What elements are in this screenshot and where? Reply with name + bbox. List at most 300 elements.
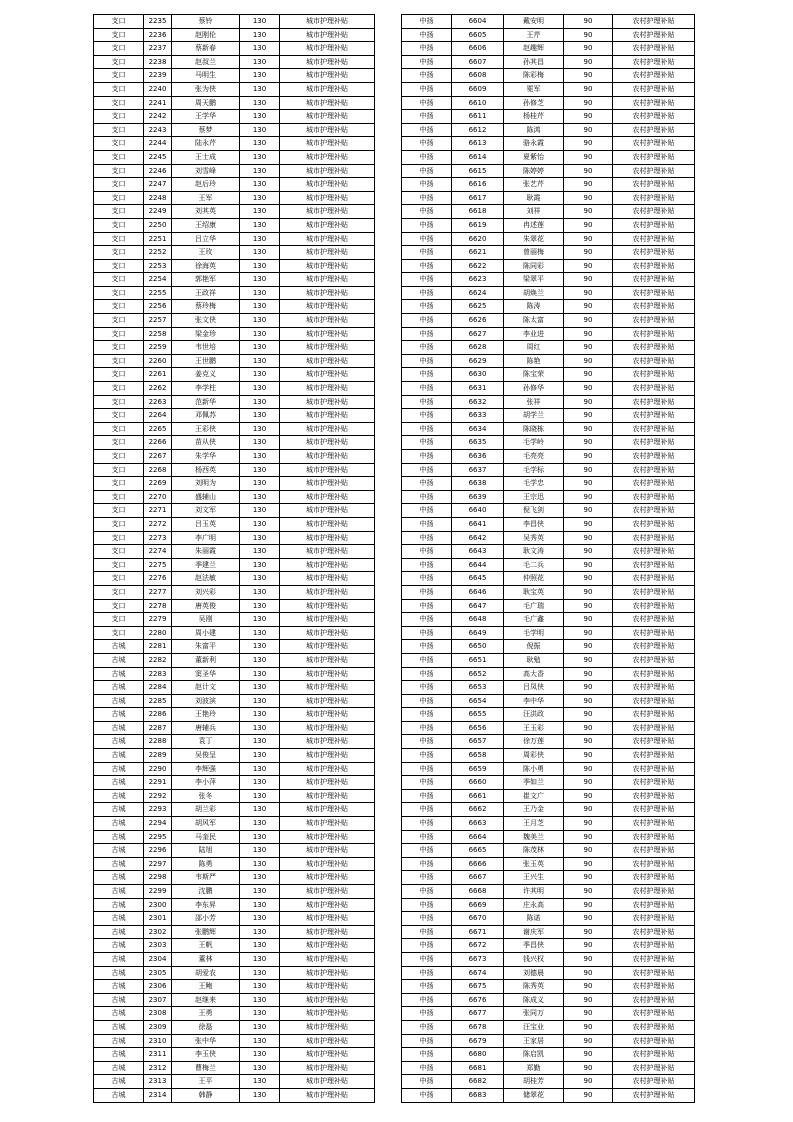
- table-row: [94, 749, 375, 763]
- town-cell: 中扬: [402, 354, 452, 368]
- name-cell: 张艺芹: [504, 178, 564, 192]
- name-cell: 吕立华: [172, 232, 240, 246]
- serial-number-cell: 6676: [452, 993, 504, 1007]
- amount-cell: 130: [240, 69, 280, 83]
- serial-number-cell: 2313: [144, 1075, 172, 1089]
- town-cell: 支口: [94, 504, 144, 518]
- town-cell: 中扬: [402, 232, 452, 246]
- table-row: [402, 273, 695, 287]
- amount-cell: 90: [564, 749, 613, 763]
- amount-cell: 90: [564, 545, 613, 559]
- name-cell: 周小建: [172, 626, 240, 640]
- amount-cell: 90: [564, 504, 613, 518]
- town-cell: 古城: [94, 721, 144, 735]
- serial-number-cell: 2236: [144, 28, 172, 42]
- subsidy-type-cell: 农村护理补贴: [613, 15, 695, 29]
- amount-cell: 90: [564, 776, 613, 790]
- serial-number-cell: 6640: [452, 504, 504, 518]
- table-row: [402, 966, 695, 980]
- amount-cell: 130: [240, 42, 280, 56]
- name-cell: 戴安明: [504, 15, 564, 29]
- town-cell: 支口: [94, 395, 144, 409]
- table-row: [94, 436, 375, 450]
- name-cell: 毛亮亮: [504, 450, 564, 464]
- amount-cell: 90: [564, 218, 613, 232]
- amount-cell: 90: [564, 259, 613, 273]
- serial-number-cell: 2287: [144, 721, 172, 735]
- serial-number-cell: 6682: [452, 1075, 504, 1089]
- town-cell: 中扬: [402, 925, 452, 939]
- amount-cell: 130: [240, 572, 280, 586]
- serial-number-cell: 2260: [144, 354, 172, 368]
- town-cell: 中扬: [402, 178, 452, 192]
- serial-number-cell: 6655: [452, 708, 504, 722]
- name-cell: 朱翠花: [504, 232, 564, 246]
- serial-number-cell: 2309: [144, 1020, 172, 1034]
- town-cell: 中扬: [402, 1075, 452, 1089]
- name-cell: 朱富平: [172, 640, 240, 654]
- table-row: [402, 885, 695, 899]
- subsidy-type-cell: 农村护理补贴: [613, 69, 695, 83]
- serial-number-cell: 2248: [144, 191, 172, 205]
- name-cell: 夏紫怡: [504, 150, 564, 164]
- town-cell: 支口: [94, 354, 144, 368]
- subsidy-type-cell: 城市护理补贴: [280, 422, 375, 436]
- amount-cell: 90: [564, 205, 613, 219]
- name-cell: 王政祥: [172, 286, 240, 300]
- table-row: [94, 205, 375, 219]
- amount-cell: 130: [240, 980, 280, 994]
- table-row: [402, 694, 695, 708]
- subsidy-type-cell: 农村护理补贴: [613, 545, 695, 559]
- town-cell: 支口: [94, 517, 144, 531]
- name-cell: 刘文军: [172, 504, 240, 518]
- serial-number-cell: 2285: [144, 694, 172, 708]
- serial-number-cell: 2282: [144, 653, 172, 667]
- name-cell: 赵叔兰: [172, 55, 240, 69]
- table-row: [402, 980, 695, 994]
- amount-cell: 90: [564, 517, 613, 531]
- table-row: [402, 613, 695, 627]
- amount-cell: 90: [564, 110, 613, 124]
- town-cell: 中扬: [402, 1034, 452, 1048]
- name-cell: 韩静: [172, 1088, 240, 1102]
- town-cell: 中扬: [402, 952, 452, 966]
- name-cell: 王帆: [172, 939, 240, 953]
- table-row: [94, 803, 375, 817]
- name-cell: 吴刚: [172, 613, 240, 627]
- amount-cell: 90: [564, 885, 613, 899]
- name-cell: 骆永霞: [504, 137, 564, 151]
- serial-number-cell: 2302: [144, 925, 172, 939]
- serial-number-cell: 6627: [452, 327, 504, 341]
- table-row: [94, 246, 375, 260]
- amount-cell: 90: [564, 137, 613, 151]
- amount-cell: 90: [564, 857, 613, 871]
- subsidy-type-cell: 城市护理补贴: [280, 517, 375, 531]
- name-cell: 吴俊呈: [172, 749, 240, 763]
- amount-cell: 130: [240, 1048, 280, 1062]
- serial-number-cell: 6644: [452, 558, 504, 572]
- name-cell: 王月芝: [504, 817, 564, 831]
- table-row: [94, 708, 375, 722]
- subsidy-table-left: [93, 14, 375, 1103]
- subsidy-type-cell: 城市护理补贴: [280, 817, 375, 831]
- serial-number-cell: 2249: [144, 205, 172, 219]
- serial-number-cell: 2239: [144, 69, 172, 83]
- town-cell: 支口: [94, 178, 144, 192]
- town-cell: 中扬: [402, 871, 452, 885]
- amount-cell: 90: [564, 531, 613, 545]
- amount-cell: 90: [564, 490, 613, 504]
- name-cell: 徐海英: [172, 259, 240, 273]
- name-cell: 陈同彩: [504, 259, 564, 273]
- table-row: [94, 776, 375, 790]
- amount-cell: 130: [240, 1020, 280, 1034]
- serial-number-cell: 2278: [144, 599, 172, 613]
- serial-number-cell: 6652: [452, 667, 504, 681]
- subsidy-type-cell: 农村护理补贴: [613, 1034, 695, 1048]
- town-cell: 中扬: [402, 803, 452, 817]
- town-cell: 支口: [94, 259, 144, 273]
- table-row: [402, 939, 695, 953]
- town-cell: 中扬: [402, 817, 452, 831]
- town-cell: 中扬: [402, 585, 452, 599]
- subsidy-type-cell: 城市护理补贴: [280, 708, 375, 722]
- subsidy-type-cell: 城市护理补贴: [280, 477, 375, 491]
- amount-cell: 90: [564, 803, 613, 817]
- town-cell: 支口: [94, 531, 144, 545]
- amount-cell: 130: [240, 803, 280, 817]
- amount-cell: 130: [240, 341, 280, 355]
- name-cell: 王艳玲: [172, 708, 240, 722]
- table-row: [402, 422, 695, 436]
- subsidy-type-cell: 农村护理补贴: [613, 232, 695, 246]
- table-row: [94, 96, 375, 110]
- town-cell: 古城: [94, 640, 144, 654]
- table-row: [402, 993, 695, 1007]
- serial-number-cell: 6622: [452, 259, 504, 273]
- serial-number-cell: 6618: [452, 205, 504, 219]
- name-cell: 冉述莲: [504, 218, 564, 232]
- amount-cell: 90: [564, 28, 613, 42]
- table-row: [94, 885, 375, 899]
- town-cell: 古城: [94, 789, 144, 803]
- table-row: [94, 653, 375, 667]
- town-cell: 中扬: [402, 300, 452, 314]
- name-cell: 李业进: [504, 327, 564, 341]
- serial-number-cell: 2271: [144, 504, 172, 518]
- subsidy-type-cell: 农村护理补贴: [613, 504, 695, 518]
- subsidy-type-cell: 农村护理补贴: [613, 28, 695, 42]
- serial-number-cell: 2308: [144, 1007, 172, 1021]
- table-row: [94, 1048, 375, 1062]
- name-cell: 李辉强: [172, 762, 240, 776]
- serial-number-cell: 2256: [144, 300, 172, 314]
- subsidy-type-cell: 农村护理补贴: [613, 599, 695, 613]
- table-row: [402, 205, 695, 219]
- serial-number-cell: 6667: [452, 871, 504, 885]
- name-cell: 张冬: [172, 789, 240, 803]
- amount-cell: 130: [240, 531, 280, 545]
- serial-number-cell: 2253: [144, 259, 172, 273]
- town-cell: 古城: [94, 708, 144, 722]
- town-cell: 支口: [94, 273, 144, 287]
- table-row: [94, 830, 375, 844]
- town-cell: 支口: [94, 150, 144, 164]
- subsidy-type-cell: 农村护理补贴: [613, 817, 695, 831]
- serial-number-cell: 2261: [144, 368, 172, 382]
- name-cell: 徐万莲: [504, 735, 564, 749]
- subsidy-type-cell: 农村护理补贴: [613, 327, 695, 341]
- town-cell: 中扬: [402, 137, 452, 151]
- subsidy-type-cell: 城市护理补贴: [280, 1034, 375, 1048]
- serial-number-cell: 2305: [144, 966, 172, 980]
- amount-cell: 130: [240, 1007, 280, 1021]
- serial-number-cell: 2267: [144, 450, 172, 464]
- serial-number-cell: 2280: [144, 626, 172, 640]
- amount-cell: 130: [240, 178, 280, 192]
- serial-number-cell: 2241: [144, 96, 172, 110]
- amount-cell: 130: [240, 599, 280, 613]
- table-row: [94, 137, 375, 151]
- name-cell: 赵计文: [172, 681, 240, 695]
- town-cell: 中扬: [402, 517, 452, 531]
- subsidy-type-cell: 农村护理补贴: [613, 1048, 695, 1062]
- subsidy-type-cell: 农村护理补贴: [613, 82, 695, 96]
- table-row: [402, 912, 695, 926]
- name-cell: 陈太富: [504, 314, 564, 328]
- town-cell: 古城: [94, 925, 144, 939]
- name-cell: 袁丁: [172, 735, 240, 749]
- amount-cell: 130: [240, 205, 280, 219]
- serial-number-cell: 6681: [452, 1061, 504, 1075]
- subsidy-type-cell: 农村护理补贴: [613, 436, 695, 450]
- subsidy-type-cell: 城市护理补贴: [280, 150, 375, 164]
- subsidy-type-cell: 农村护理补贴: [613, 218, 695, 232]
- town-cell: 古城: [94, 830, 144, 844]
- town-cell: 支口: [94, 599, 144, 613]
- subsidy-type-cell: 城市护理补贴: [280, 123, 375, 137]
- name-cell: 蔡玲梅: [172, 300, 240, 314]
- serial-number-cell: 2275: [144, 558, 172, 572]
- name-cell: 孙其昌: [504, 55, 564, 69]
- name-cell: 庄永高: [504, 898, 564, 912]
- amount-cell: 130: [240, 857, 280, 871]
- subsidy-type-cell: 城市护理补贴: [280, 885, 375, 899]
- name-cell: 汪洪政: [504, 708, 564, 722]
- amount-cell: 90: [564, 395, 613, 409]
- serial-number-cell: 2295: [144, 830, 172, 844]
- subsidy-table-right: [401, 14, 695, 1103]
- table-row: [94, 1007, 375, 1021]
- subsidy-type-cell: 城市护理补贴: [280, 205, 375, 219]
- amount-cell: 130: [240, 422, 280, 436]
- town-cell: 中扬: [402, 218, 452, 232]
- amount-cell: 130: [240, 694, 280, 708]
- subsidy-type-cell: 农村护理补贴: [613, 898, 695, 912]
- serial-number-cell: 6679: [452, 1034, 504, 1048]
- town-cell: 古城: [94, 857, 144, 871]
- town-cell: 中扬: [402, 980, 452, 994]
- subsidy-type-cell: 农村护理补贴: [613, 613, 695, 627]
- amount-cell: 90: [564, 599, 613, 613]
- town-cell: 中扬: [402, 409, 452, 423]
- table-row: [94, 28, 375, 42]
- subsidy-type-cell: 城市护理补贴: [280, 1020, 375, 1034]
- name-cell: 陈艳: [504, 354, 564, 368]
- amount-cell: 90: [564, 980, 613, 994]
- amount-cell: 130: [240, 1061, 280, 1075]
- amount-cell: 130: [240, 626, 280, 640]
- amount-cell: 130: [240, 898, 280, 912]
- serial-number-cell: 6665: [452, 844, 504, 858]
- town-cell: 支口: [94, 341, 144, 355]
- table-row: [402, 354, 695, 368]
- amount-cell: 90: [564, 327, 613, 341]
- serial-number-cell: 2246: [144, 164, 172, 178]
- name-cell: 韦斯严: [172, 871, 240, 885]
- subsidy-type-cell: 城市护理补贴: [280, 844, 375, 858]
- serial-number-cell: 2243: [144, 123, 172, 137]
- town-cell: 支口: [94, 82, 144, 96]
- name-cell: 张文侠: [172, 314, 240, 328]
- table-body-right: [402, 15, 695, 1103]
- serial-number-cell: 6629: [452, 354, 504, 368]
- serial-number-cell: 6656: [452, 721, 504, 735]
- name-cell: 王彩侠: [172, 422, 240, 436]
- serial-number-cell: 6668: [452, 885, 504, 899]
- subsidy-type-cell: 城市护理补贴: [280, 395, 375, 409]
- name-cell: 李玉侠: [172, 1048, 240, 1062]
- town-cell: 中扬: [402, 966, 452, 980]
- town-cell: 支口: [94, 300, 144, 314]
- name-cell: 赵刚伦: [172, 28, 240, 42]
- table-row: [94, 395, 375, 409]
- town-cell: 中扬: [402, 286, 452, 300]
- town-cell: 中扬: [402, 463, 452, 477]
- amount-cell: 130: [240, 735, 280, 749]
- name-cell: 梁金珍: [172, 327, 240, 341]
- serial-number-cell: 6634: [452, 422, 504, 436]
- amount-cell: 90: [564, 82, 613, 96]
- town-cell: 中扬: [402, 694, 452, 708]
- table-row: [94, 82, 375, 96]
- subsidy-type-cell: 城市护理补贴: [280, 55, 375, 69]
- name-cell: 王宗迅: [504, 490, 564, 504]
- serial-number-cell: 2291: [144, 776, 172, 790]
- table-row: [402, 96, 695, 110]
- subsidy-type-cell: 城市护理补贴: [280, 803, 375, 817]
- table-row: [94, 681, 375, 695]
- town-cell: 中扬: [402, 640, 452, 654]
- name-cell: 赵后玲: [172, 178, 240, 192]
- name-cell: 耿勉: [504, 653, 564, 667]
- amount-cell: 130: [240, 28, 280, 42]
- serial-number-cell: 2284: [144, 681, 172, 695]
- town-cell: 中扬: [402, 205, 452, 219]
- table-row: [94, 1088, 375, 1102]
- name-cell: 刘明为: [172, 477, 240, 491]
- name-cell: 陈婷婷: [504, 164, 564, 178]
- name-cell: 王绍康: [172, 218, 240, 232]
- name-cell: 郭艳军: [172, 273, 240, 287]
- town-cell: 古城: [94, 1088, 144, 1102]
- subsidy-type-cell: 农村护理补贴: [613, 749, 695, 763]
- name-cell: 冕军: [504, 82, 564, 96]
- serial-number-cell: 6643: [452, 545, 504, 559]
- amount-cell: 90: [564, 1061, 613, 1075]
- subsidy-type-cell: 农村护理补贴: [613, 640, 695, 654]
- name-cell: 沈鹏: [172, 885, 240, 899]
- amount-cell: 130: [240, 96, 280, 110]
- amount-cell: 90: [564, 762, 613, 776]
- name-cell: 王世鹏: [172, 354, 240, 368]
- amount-cell: 90: [564, 463, 613, 477]
- name-cell: 陈涛: [504, 300, 564, 314]
- town-cell: 中扬: [402, 898, 452, 912]
- serial-number-cell: 2296: [144, 844, 172, 858]
- amount-cell: 130: [240, 1034, 280, 1048]
- town-cell: 支口: [94, 218, 144, 232]
- amount-cell: 130: [240, 749, 280, 763]
- amount-cell: 130: [240, 585, 280, 599]
- amount-cell: 90: [564, 939, 613, 953]
- name-cell: 李中华: [504, 694, 564, 708]
- serial-number-cell: 2286: [144, 708, 172, 722]
- amount-cell: 130: [240, 490, 280, 504]
- name-cell: 曹梅兰: [172, 1061, 240, 1075]
- serial-number-cell: 6628: [452, 341, 504, 355]
- serial-number-cell: 2304: [144, 952, 172, 966]
- subsidy-type-cell: 农村护理补贴: [613, 844, 695, 858]
- table-row: [94, 857, 375, 871]
- table-row: [94, 817, 375, 831]
- name-cell: 陈秀英: [504, 980, 564, 994]
- table-row: [94, 232, 375, 246]
- name-cell: 崔文广: [504, 789, 564, 803]
- table-row: [94, 939, 375, 953]
- table-row: [94, 667, 375, 681]
- town-cell: 古城: [94, 939, 144, 953]
- subsidy-type-cell: 城市护理补贴: [280, 640, 375, 654]
- name-cell: 倪飞剑: [504, 504, 564, 518]
- town-cell: 中扬: [402, 191, 452, 205]
- amount-cell: 90: [564, 912, 613, 926]
- name-cell: 高大香: [504, 667, 564, 681]
- amount-cell: 90: [564, 966, 613, 980]
- serial-number-cell: 2299: [144, 885, 172, 899]
- amount-cell: 90: [564, 558, 613, 572]
- town-cell: 古城: [94, 749, 144, 763]
- name-cell: 蔡梦: [172, 123, 240, 137]
- amount-cell: 130: [240, 558, 280, 572]
- table-row: [402, 314, 695, 328]
- table-row: [94, 925, 375, 939]
- subsidy-type-cell: 农村护理补贴: [613, 354, 695, 368]
- serial-number-cell: 6683: [452, 1088, 504, 1102]
- table-row: [402, 382, 695, 396]
- serial-number-cell: 6647: [452, 599, 504, 613]
- subsidy-type-cell: 农村护理补贴: [613, 42, 695, 56]
- name-cell: 邵小芳: [172, 912, 240, 926]
- subsidy-type-cell: 农村护理补贴: [613, 966, 695, 980]
- name-cell: 毛广鑫: [504, 613, 564, 627]
- serial-number-cell: 6609: [452, 82, 504, 96]
- town-cell: 中扬: [402, 327, 452, 341]
- name-cell: 马明生: [172, 69, 240, 83]
- table-row: [94, 980, 375, 994]
